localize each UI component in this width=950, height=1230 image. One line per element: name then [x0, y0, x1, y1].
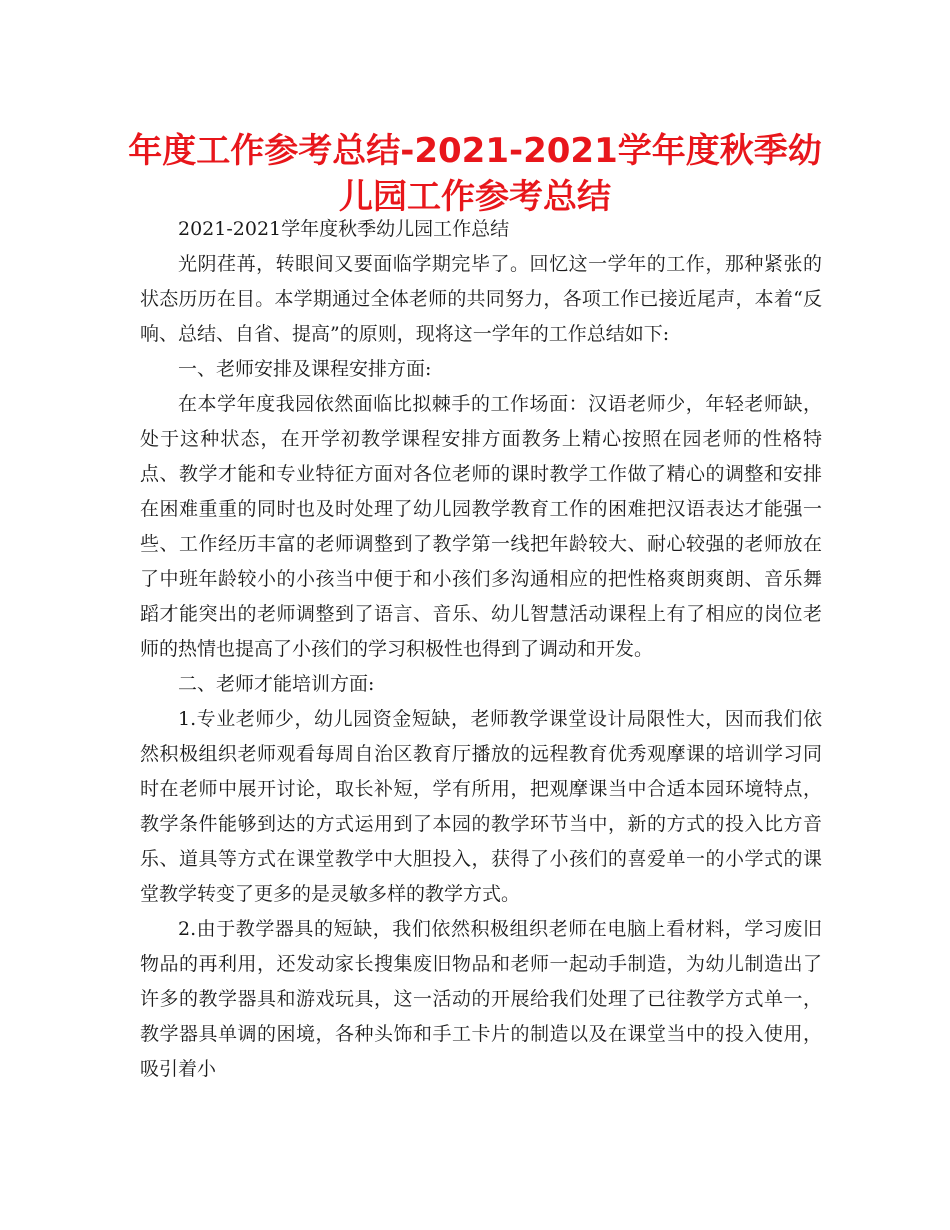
section-heading-teacher-training: 二、老师才能培训方面: — [178, 673, 375, 695]
subtitle-paragraph: 2021-2021学年度秋季幼儿园工作总结 — [178, 218, 510, 240]
section-heading-teacher-arrangement: 一、老师安排及课程安排方面: — [178, 358, 432, 380]
intro-paragraph: 光阴荏苒，转眼间又要面临学期完毕了。回忆这一学年的工作，那种紧张的状态历历在目。本学期通过全体老师的共同努力，各项工作已接近尾声，本着“反响、总结、自省、提高”的原则，现将这一学年的工作总结如下: — [140, 253, 822, 345]
document-body — [140, 212, 822, 1087]
training-item-1-paragraph: 1.专业老师少，幼儿园资金短缺，老师教学课堂设计局限性大，因而我们依然积极组织老师观看每周自治区教育厅播放的远程教育优秀观摩课的培训学习同时在老师中展开讨论，取长补短，学有所用，把观摩课当中合适本园环境特点，教学条件能够到达的方式运用到了本园的教学环节当中，新的方式的投入比方音乐、道具等方式在课堂教学中大胆投入，获得了小孩们的喜爱单一的小学式的课堂教学转变了更多的是灵敏多样的教学方式。 — [140, 708, 822, 905]
document-title: 年度工作参考总结-2021-2021学年度秋季幼儿园工作参考总结 — [128, 131, 822, 217]
teacher-arrangement-paragraph: 在本学年度我园依然面临比拟棘手的工作场面：汉语老师少，年轻老师缺，处于这种状态，在开学初教学课程安排方面教务上精心按照在园老师的性格特点、教学才能和专业特征方面对各位老师的课时教学工作做了精心的调整和安排在困难重重的同时也及时处理了幼儿园教学教育工作的困难把汉语表达才能强一些、工作经历丰富的老师调整到了教学第一线把年龄较大、耐心较强的老师放在了中班年龄较小的小孩当中便于和小孩们多沟通相应的把性格爽朗爽朗、音乐舞蹈才能突出的老师调整到了语言、音乐、幼儿智慧活动课程上有了相应的岗位老师的热情也提高了小孩们的学习积极性也得到了调动和开发。 — [140, 393, 822, 660]
training-item-2-paragraph: 2.由于教学器具的短缺，我们依然积极组织老师在电脑上看材料，学习废旧物品的再利用，还发动家长搜集废旧物品和老师一起动手制造，为幼儿制造出了许多的教学器具和游戏玩具，这一活动的开展给我们处理了已往教学方式单一，教学器具单调的困境，各种头饰和手工卡片的制造以及在课堂当中的投入使用，吸引着小 — [140, 918, 822, 1080]
